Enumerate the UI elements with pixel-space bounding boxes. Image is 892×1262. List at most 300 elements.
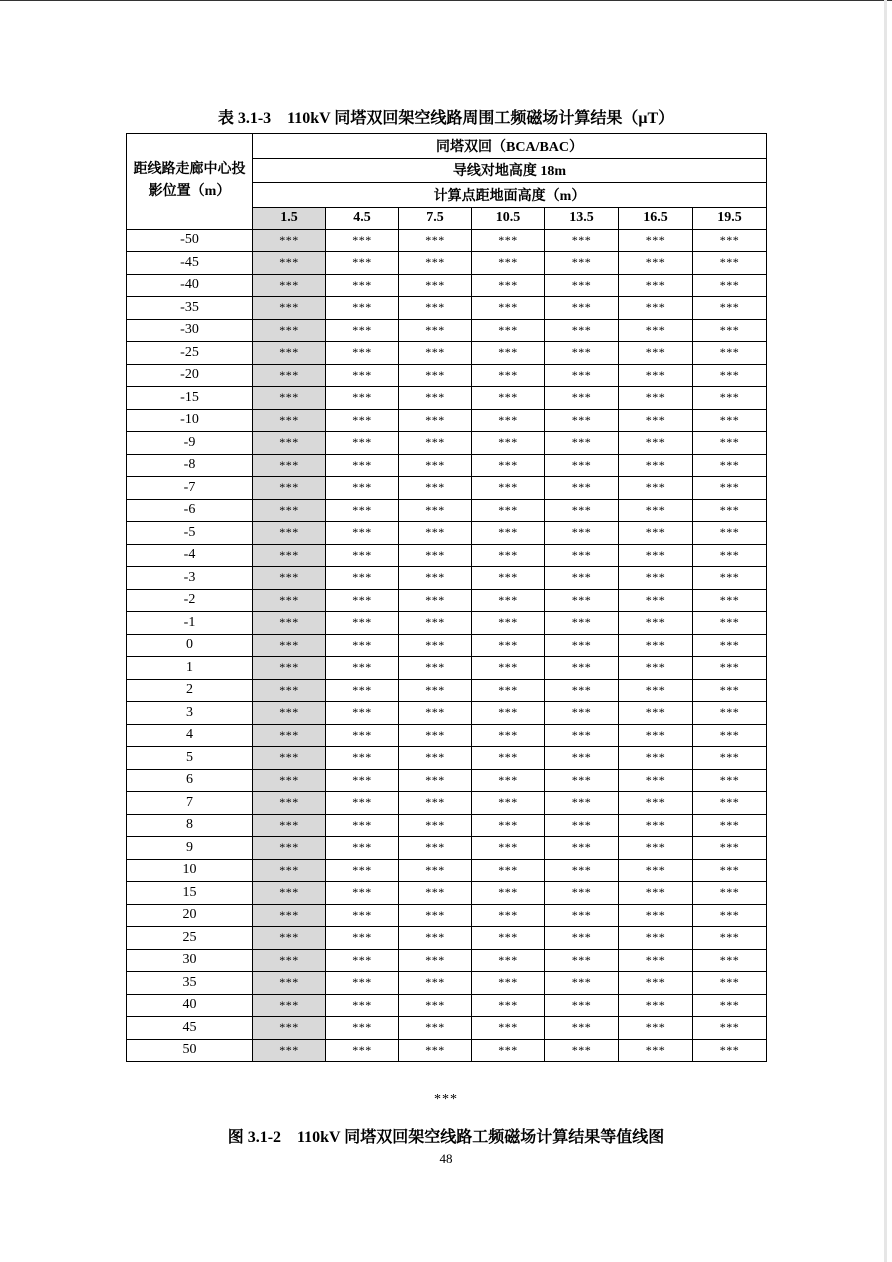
value-cell: *** [545, 972, 619, 995]
value-cell: *** [693, 972, 767, 995]
value-cell: *** [326, 859, 399, 882]
value-cell: *** [326, 387, 399, 410]
value-cell: *** [545, 657, 619, 680]
value-cell: *** [472, 1017, 545, 1040]
value-cell: *** [619, 252, 693, 275]
page-number: 48 [439, 1151, 453, 1166]
value-cell: *** [399, 454, 472, 477]
value-cell: *** [472, 702, 545, 725]
value-cell: *** [326, 454, 399, 477]
value-cell: *** [545, 342, 619, 365]
value-cell: *** [619, 364, 693, 387]
value-cell: *** [326, 724, 399, 747]
table-row [127, 342, 767, 365]
value-cell: *** [693, 387, 767, 410]
distance-cell: -40 [127, 274, 253, 297]
value-cell: *** [545, 1017, 619, 1040]
table-row [127, 252, 767, 275]
height-header-cell: 1.5 [253, 207, 326, 229]
table-row [127, 319, 767, 342]
value-cell: *** [399, 1017, 472, 1040]
table-row [127, 432, 767, 455]
value-cell: *** [472, 297, 545, 320]
value-cell: *** [619, 882, 693, 905]
value-cell: *** [545, 364, 619, 387]
value-cell: *** [253, 972, 326, 995]
value-cell: *** [693, 297, 767, 320]
value-cell: *** [472, 544, 545, 567]
value-cell: *** [472, 229, 545, 252]
figure-placeholder: *** [434, 1092, 458, 1107]
table-row [127, 882, 767, 905]
row-header-cell: 距线路走廊中心投影位置（m） [127, 134, 253, 230]
value-cell: *** [326, 432, 399, 455]
value-cell: *** [619, 454, 693, 477]
value-cell: *** [472, 409, 545, 432]
value-cell: *** [545, 612, 619, 635]
distance-cell: -35 [127, 297, 253, 320]
distance-cell: 4 [127, 724, 253, 747]
value-cell: *** [326, 522, 399, 545]
value-cell: *** [472, 837, 545, 860]
value-cell: *** [399, 837, 472, 860]
value-cell: *** [326, 567, 399, 590]
distance-cell: 7 [127, 792, 253, 815]
value-cell: *** [545, 454, 619, 477]
value-cell: *** [693, 679, 767, 702]
value-cell: *** [399, 342, 472, 365]
table-row [127, 297, 767, 320]
header-row-1 [127, 134, 767, 159]
value-cell: *** [545, 747, 619, 770]
value-cell: *** [326, 994, 399, 1017]
value-cell: *** [545, 882, 619, 905]
value-cell: *** [253, 477, 326, 500]
value-cell: *** [472, 612, 545, 635]
value-cell: *** [399, 522, 472, 545]
value-cell: *** [693, 927, 767, 950]
table-row [127, 454, 767, 477]
value-cell: *** [545, 319, 619, 342]
value-cell: *** [399, 859, 472, 882]
value-cell: *** [253, 364, 326, 387]
table-row [127, 837, 767, 860]
value-cell: *** [326, 1017, 399, 1040]
value-cell: *** [619, 409, 693, 432]
distance-cell: -4 [127, 544, 253, 567]
value-cell: *** [619, 747, 693, 770]
value-cell: *** [399, 792, 472, 815]
value-cell: *** [619, 544, 693, 567]
value-cell: *** [619, 769, 693, 792]
value-cell: *** [545, 499, 619, 522]
distance-cell: -25 [127, 342, 253, 365]
value-cell: *** [619, 679, 693, 702]
conductor-height-header: 导线对地高度 18m [253, 158, 767, 183]
value-cell: *** [472, 522, 545, 545]
table-row [127, 814, 767, 837]
value-cell: *** [399, 882, 472, 905]
value-cell: *** [326, 882, 399, 905]
value-cell: *** [545, 859, 619, 882]
value-cell: *** [399, 612, 472, 635]
value-cell: *** [619, 522, 693, 545]
page-edge-shadow [884, 0, 887, 1262]
value-cell: *** [693, 432, 767, 455]
value-cell: *** [545, 702, 619, 725]
distance-cell: -50 [127, 229, 253, 252]
table-row [127, 589, 767, 612]
table-row [127, 567, 767, 590]
distance-cell: -30 [127, 319, 253, 342]
value-cell: *** [472, 477, 545, 500]
value-cell: *** [472, 792, 545, 815]
value-cell: *** [326, 634, 399, 657]
value-cell: *** [326, 814, 399, 837]
value-cell: *** [472, 724, 545, 747]
value-cell: *** [326, 252, 399, 275]
distance-cell: 0 [127, 634, 253, 657]
height-header-cell: 16.5 [619, 207, 693, 229]
value-cell: *** [472, 634, 545, 657]
value-cell: *** [399, 927, 472, 950]
value-cell: *** [619, 319, 693, 342]
distance-cell: 3 [127, 702, 253, 725]
value-cell: *** [472, 454, 545, 477]
value-cell: *** [619, 589, 693, 612]
table-row [127, 972, 767, 995]
page-top-rule [0, 0, 892, 1]
distance-cell: 5 [127, 747, 253, 770]
table-title: 表 3.1-3 110kV 同塔双回架空线路周围工频磁场计算结果（μT） [217, 110, 675, 127]
distance-cell: 1 [127, 657, 253, 680]
value-cell: *** [619, 1039, 693, 1062]
distance-cell: -5 [127, 522, 253, 545]
value-cell: *** [693, 342, 767, 365]
value-cell: *** [326, 702, 399, 725]
value-cell: *** [619, 499, 693, 522]
value-cell: *** [472, 859, 545, 882]
distance-cell: 15 [127, 882, 253, 905]
value-cell: *** [619, 477, 693, 500]
value-cell: *** [619, 927, 693, 950]
distance-cell: -9 [127, 432, 253, 455]
value-cell: *** [693, 454, 767, 477]
value-cell: *** [545, 792, 619, 815]
figure-caption: 图 3.1-2 110kV 同塔双回架空线路工频磁场计算结果等值线图 [227, 1129, 665, 1146]
distance-cell: -15 [127, 387, 253, 410]
value-cell: *** [545, 477, 619, 500]
value-cell: *** [619, 859, 693, 882]
value-cell: *** [545, 567, 619, 590]
value-cell: *** [693, 319, 767, 342]
value-cell: *** [253, 769, 326, 792]
value-cell: *** [253, 814, 326, 837]
value-cell: *** [326, 769, 399, 792]
value-cell: *** [693, 612, 767, 635]
value-cell: *** [253, 229, 326, 252]
value-cell: *** [326, 792, 399, 815]
value-cell: *** [472, 319, 545, 342]
value-cell: *** [326, 229, 399, 252]
value-cell: *** [326, 477, 399, 500]
value-cell: *** [693, 747, 767, 770]
value-cell: *** [693, 274, 767, 297]
value-cell: *** [399, 477, 472, 500]
value-cell: *** [253, 1039, 326, 1062]
value-cell: *** [472, 499, 545, 522]
value-cell: *** [326, 589, 399, 612]
value-cell: *** [693, 252, 767, 275]
value-cell: *** [253, 522, 326, 545]
table-row [127, 634, 767, 657]
value-cell: *** [399, 1039, 472, 1062]
distance-cell: 40 [127, 994, 253, 1017]
distance-cell: -45 [127, 252, 253, 275]
value-cell: *** [472, 769, 545, 792]
value-cell: *** [253, 432, 326, 455]
table-row [127, 792, 767, 815]
value-cell: *** [545, 432, 619, 455]
value-cell: *** [253, 994, 326, 1017]
value-cell: *** [693, 882, 767, 905]
value-cell: *** [326, 747, 399, 770]
value-cell: *** [693, 994, 767, 1017]
value-cell: *** [619, 972, 693, 995]
table-row [127, 477, 767, 500]
value-cell: *** [693, 792, 767, 815]
value-cell: *** [326, 612, 399, 635]
value-cell: *** [619, 229, 693, 252]
value-cell: *** [545, 769, 619, 792]
value-cell: *** [693, 724, 767, 747]
value-cell: *** [253, 319, 326, 342]
distance-cell: 2 [127, 679, 253, 702]
table-row [127, 1039, 767, 1062]
value-cell: *** [253, 342, 326, 365]
value-cell: *** [472, 567, 545, 590]
value-cell: *** [472, 927, 545, 950]
distance-cell: -8 [127, 454, 253, 477]
table-row [127, 702, 767, 725]
value-cell: *** [399, 319, 472, 342]
value-cell: *** [399, 409, 472, 432]
value-cell: *** [693, 567, 767, 590]
table-row [127, 274, 767, 297]
value-cell: *** [619, 994, 693, 1017]
value-cell: *** [253, 409, 326, 432]
value-cell: *** [253, 904, 326, 927]
calc-height-header: 计算点距地面高度（m） [253, 183, 767, 208]
value-cell: *** [253, 252, 326, 275]
value-cell: *** [619, 274, 693, 297]
value-cell: *** [326, 544, 399, 567]
value-cell: *** [253, 949, 326, 972]
value-cell: *** [619, 724, 693, 747]
table-row [127, 949, 767, 972]
value-cell: *** [693, 522, 767, 545]
distance-cell: 20 [127, 904, 253, 927]
value-cell: *** [326, 679, 399, 702]
value-cell: *** [399, 972, 472, 995]
value-cell: *** [253, 589, 326, 612]
value-cell: *** [399, 904, 472, 927]
value-cell: *** [619, 657, 693, 680]
value-cell: *** [472, 1039, 545, 1062]
value-cell: *** [545, 409, 619, 432]
value-cell: *** [693, 769, 767, 792]
height-header-cell: 19.5 [693, 207, 767, 229]
value-cell: *** [399, 229, 472, 252]
value-cell: *** [472, 882, 545, 905]
value-cell: *** [472, 814, 545, 837]
value-cell: *** [545, 679, 619, 702]
distance-cell: -7 [127, 477, 253, 500]
value-cell: *** [472, 994, 545, 1017]
table-row [127, 387, 767, 410]
height-header-cell: 4.5 [326, 207, 399, 229]
value-cell: *** [545, 927, 619, 950]
value-cell: *** [253, 657, 326, 680]
table-row [127, 544, 767, 567]
table-row [127, 522, 767, 545]
value-cell: *** [253, 702, 326, 725]
value-cell: *** [253, 837, 326, 860]
value-cell: *** [253, 724, 326, 747]
value-cell: *** [326, 904, 399, 927]
value-cell: *** [693, 1017, 767, 1040]
value-cell: *** [693, 477, 767, 500]
value-cell: *** [545, 949, 619, 972]
value-cell: *** [693, 229, 767, 252]
value-cell: *** [693, 837, 767, 860]
table-body [127, 229, 767, 1062]
value-cell: *** [472, 904, 545, 927]
value-cell: *** [545, 814, 619, 837]
value-cell: *** [693, 859, 767, 882]
value-cell: *** [472, 274, 545, 297]
value-cell: *** [253, 567, 326, 590]
height-header-cell: 7.5 [399, 207, 472, 229]
distance-cell: -2 [127, 589, 253, 612]
distance-cell: -20 [127, 364, 253, 387]
value-cell: *** [693, 949, 767, 972]
value-cell: *** [253, 792, 326, 815]
value-cell: *** [472, 432, 545, 455]
value-cell: *** [619, 837, 693, 860]
value-cell: *** [326, 409, 399, 432]
value-cell: *** [619, 949, 693, 972]
value-cell: *** [619, 297, 693, 320]
value-cell: *** [253, 927, 326, 950]
table-row [127, 612, 767, 635]
height-header-cell: 10.5 [472, 207, 545, 229]
value-cell: *** [253, 274, 326, 297]
value-cell: *** [545, 724, 619, 747]
value-cell: *** [326, 657, 399, 680]
value-cell: *** [545, 904, 619, 927]
value-cell: *** [253, 747, 326, 770]
table-row [127, 499, 767, 522]
value-cell: *** [253, 859, 326, 882]
value-cell: *** [545, 544, 619, 567]
value-cell: *** [399, 949, 472, 972]
value-cell: *** [399, 387, 472, 410]
value-cell: *** [693, 544, 767, 567]
value-cell: *** [472, 364, 545, 387]
value-cell: *** [326, 319, 399, 342]
value-cell: *** [545, 274, 619, 297]
value-cell: *** [619, 387, 693, 410]
value-cell: *** [326, 342, 399, 365]
value-cell: *** [619, 904, 693, 927]
value-cell: *** [399, 814, 472, 837]
table-row [127, 724, 767, 747]
table-row [127, 229, 767, 252]
distance-cell: 9 [127, 837, 253, 860]
value-cell: *** [545, 252, 619, 275]
distance-cell: 45 [127, 1017, 253, 1040]
value-cell: *** [326, 364, 399, 387]
value-cell: *** [399, 994, 472, 1017]
value-cell: *** [472, 252, 545, 275]
value-cell: *** [619, 792, 693, 815]
value-cell: *** [693, 814, 767, 837]
value-cell: *** [326, 274, 399, 297]
value-cell: *** [399, 724, 472, 747]
value-cell: *** [399, 567, 472, 590]
value-cell: *** [693, 702, 767, 725]
height-header-cell: 13.5 [545, 207, 619, 229]
value-cell: *** [399, 747, 472, 770]
distance-cell: -1 [127, 612, 253, 635]
value-cell: *** [545, 522, 619, 545]
value-cell: *** [545, 634, 619, 657]
value-cell: *** [253, 544, 326, 567]
value-cell: *** [619, 567, 693, 590]
value-cell: *** [619, 634, 693, 657]
value-cell: *** [693, 657, 767, 680]
distance-cell: 8 [127, 814, 253, 837]
value-cell: *** [253, 454, 326, 477]
value-cell: *** [693, 1039, 767, 1062]
value-cell: *** [399, 499, 472, 522]
value-cell: *** [545, 229, 619, 252]
table-row [127, 1017, 767, 1040]
value-cell: *** [472, 679, 545, 702]
value-cell: *** [545, 994, 619, 1017]
value-cell: *** [619, 1017, 693, 1040]
value-cell: *** [693, 499, 767, 522]
value-cell: *** [326, 972, 399, 995]
value-cell: *** [472, 589, 545, 612]
value-cell: *** [399, 274, 472, 297]
value-cell: *** [545, 837, 619, 860]
value-cell: *** [326, 837, 399, 860]
value-cell: *** [399, 297, 472, 320]
value-cell: *** [693, 589, 767, 612]
value-cell: *** [472, 949, 545, 972]
value-cell: *** [399, 634, 472, 657]
value-cell: *** [253, 297, 326, 320]
value-cell: *** [326, 927, 399, 950]
distance-cell: 30 [127, 949, 253, 972]
value-cell: *** [472, 972, 545, 995]
value-cell: *** [399, 364, 472, 387]
distance-cell: 10 [127, 859, 253, 882]
value-cell: *** [472, 747, 545, 770]
value-cell: *** [399, 544, 472, 567]
